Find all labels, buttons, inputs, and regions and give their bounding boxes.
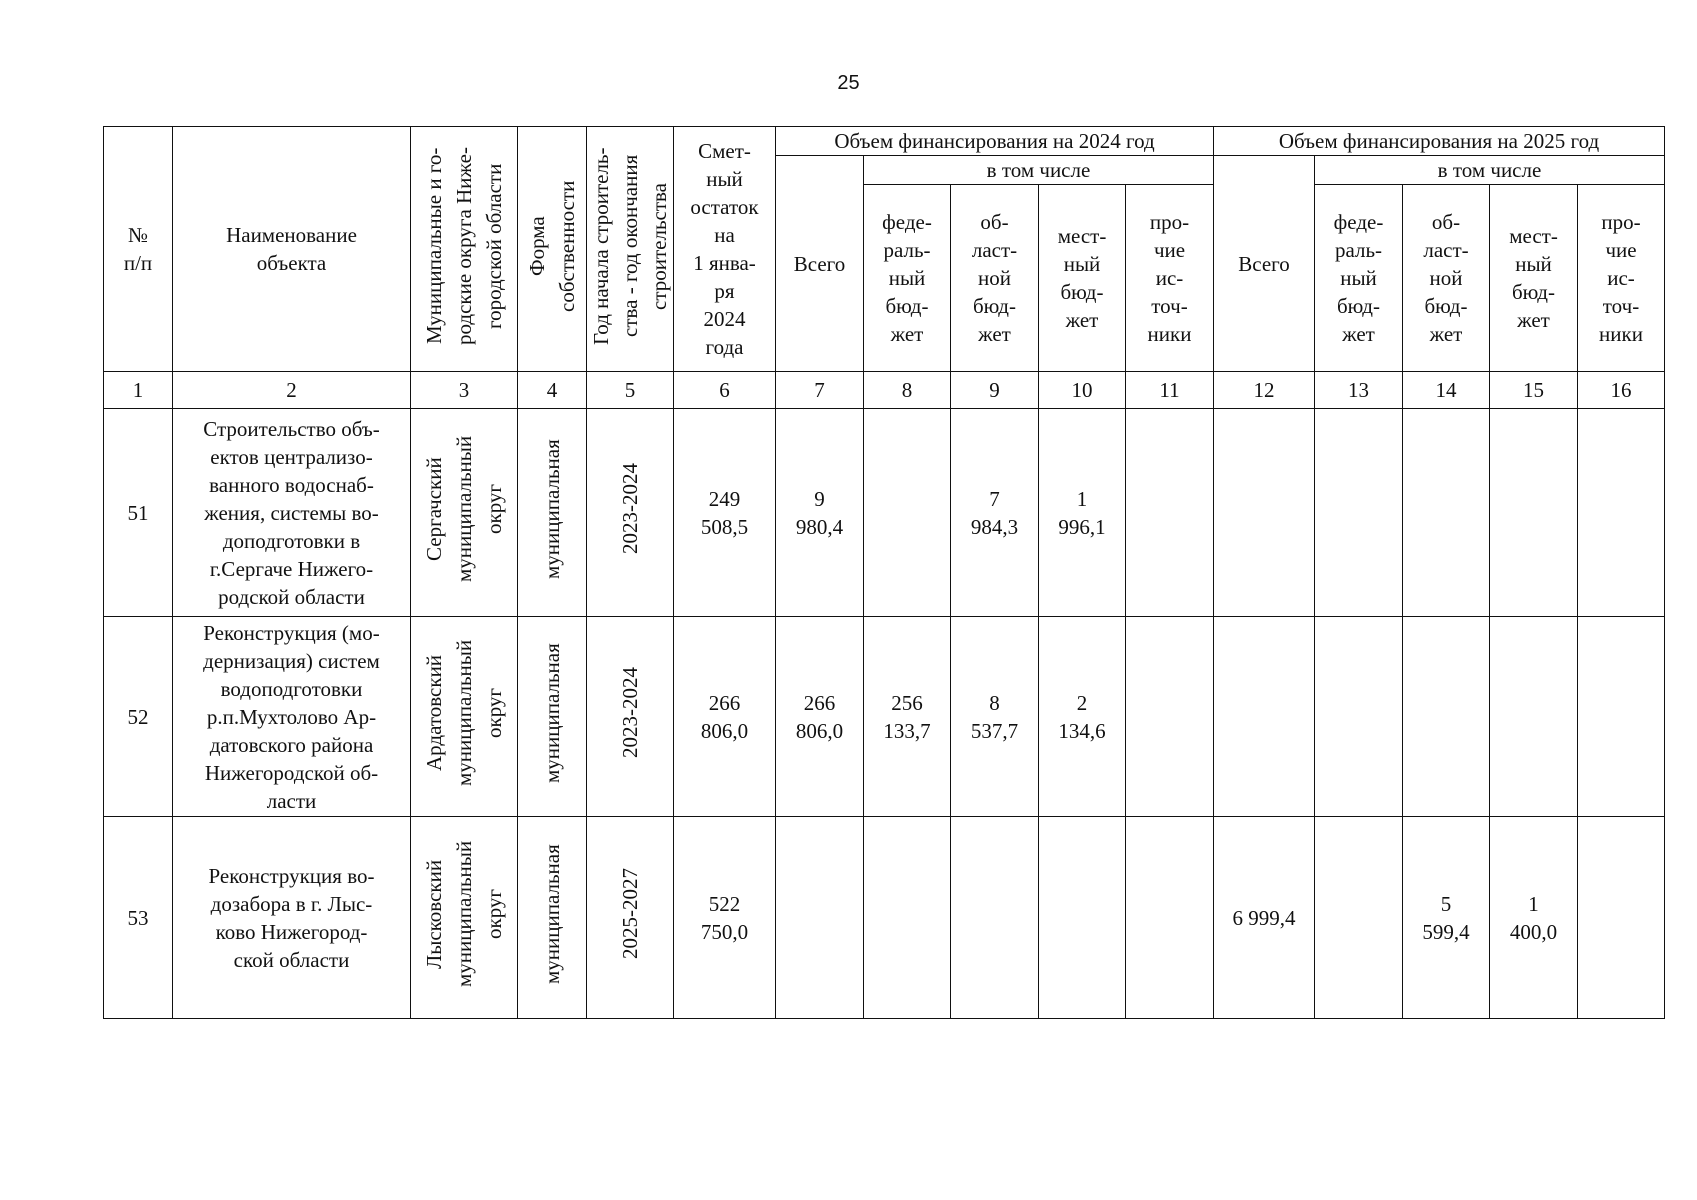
column-number: 13 [1315,372,1403,409]
row-regional-2025 [1403,409,1490,617]
header-total-2025: Всего [1214,156,1315,372]
row-years-text: 2023-2024 [618,463,642,555]
row-name: Реконструкция (мо- дернизация) систем водоподготовки р.п.Мухтолово Ар- датовского района Нижегородской об- ласти [173,617,411,817]
row-local-2024: 2 134,6 [1039,617,1126,817]
header-total-2024: Всего [776,156,864,372]
row-ownership [518,617,587,817]
row-estimate: 266 806,0 [674,617,776,817]
header-municipal-text: Муниципальные и го- родские округа Ниже- городской области [422,146,506,345]
column-number: 15 [1490,372,1578,409]
row-ownership-text: муниципальная [540,643,564,783]
header-years [587,127,674,372]
header-row-top [104,127,1665,156]
row-estimate: 249 508,5 [674,409,776,617]
table-row [104,409,1665,617]
header-regional-2025: об- ласт- ной бюд- жет [1403,185,1490,372]
column-number: 7 [776,372,864,409]
row-other-2025 [1578,409,1665,617]
header-local-2024: мест- ный бюд- жет [1039,185,1126,372]
header-fin-2024: Объем финансирования на 2024 год [776,127,1214,156]
row-num: 51 [104,409,173,617]
row-federal-2024 [864,817,951,1019]
column-number: 3 [411,372,518,409]
column-number: 4 [518,372,587,409]
column-number: 10 [1039,372,1126,409]
row-regional-2024 [951,817,1039,1019]
column-number: 11 [1126,372,1214,409]
row-other-2024 [1126,617,1214,817]
row-local-2025: 1 400,0 [1490,817,1578,1019]
row-local-2025 [1490,617,1578,817]
row-total-2024 [776,817,864,1019]
row-years [587,617,674,817]
row-other-2025 [1578,617,1665,817]
row-estimate: 522 750,0 [674,817,776,1019]
row-name: Строительство объ- ектов централизо- ванного водоснаб- жения, системы во- доподготовки в г.Сергаче Нижего- родской области [173,409,411,617]
row-other-2024 [1126,817,1214,1019]
column-number: 14 [1403,372,1490,409]
header-other-2024: про- чие ис- точ- ники [1126,185,1214,372]
row-municipal [411,817,518,1019]
row-federal-2024 [864,409,951,617]
row-federal-2025 [1315,617,1403,817]
column-number-row [104,372,1665,409]
row-name: Реконструкция во- дозабора в г. Лыс- ково Нижегород- ской области [173,817,411,1019]
header-ownership-text: Форма собственности [525,179,579,312]
row-total-2025 [1214,409,1315,617]
row-local-2025 [1490,409,1578,617]
header-fin-2025: Объем финансирования на 2025 год [1214,127,1665,156]
row-municipal [411,409,518,617]
header-regional-2024: об- ласт- ной бюд- жет [951,185,1039,372]
header-years-text: Год начала строитель- ства - год окончания строительства [589,146,671,345]
row-local-2024: 1 996,1 [1039,409,1126,617]
row-municipal-text: Ардатовский муниципальный округ [422,639,506,787]
column-number: 2 [173,372,411,409]
header-other-2025: про- чие ис- точ- ники [1578,185,1665,372]
row-years [587,409,674,617]
header-including-2024: в том числе [864,156,1214,185]
row-ownership-text: муниципальная [540,439,564,579]
row-ownership-text: муниципальная [540,844,564,984]
row-total-2024: 9 980,4 [776,409,864,617]
row-years-text: 2023-2024 [618,667,642,759]
column-number: 1 [104,372,173,409]
row-other-2025 [1578,817,1665,1019]
column-number: 5 [587,372,674,409]
header-num: № п/п [104,127,173,372]
row-municipal [411,617,518,817]
header-estimate: Смет- ный остаток на 1 янва- ря 2024 года [674,127,776,372]
header-federal-2024: феде- раль- ный бюд- жет [864,185,951,372]
row-total-2025 [1214,617,1315,817]
table-row [104,617,1665,817]
header-ownership [518,127,587,372]
row-regional-2024: 7 984,3 [951,409,1039,617]
column-number: 9 [951,372,1039,409]
column-number: 16 [1578,372,1665,409]
row-num: 53 [104,817,173,1019]
row-years-text: 2025-2027 [618,868,642,960]
header-name: Наименование объекта [173,127,411,372]
row-ownership [518,817,587,1019]
row-municipal-text: Лысковский муниципальный округ [422,840,506,988]
row-federal-2025 [1315,817,1403,1019]
row-other-2024 [1126,409,1214,617]
header-federal-2025: феде- раль- ный бюд- жет [1315,185,1403,372]
row-total-2025: 6 999,4 [1214,817,1315,1019]
row-federal-2024: 256 133,7 [864,617,951,817]
row-municipal-text: Сергачский муниципальный округ [422,435,506,583]
row-regional-2025: 5 599,4 [1403,817,1490,1019]
financing-table [103,126,1665,1019]
column-number: 8 [864,372,951,409]
row-federal-2025 [1315,409,1403,617]
column-number: 12 [1214,372,1315,409]
page-number: 25 [837,72,860,94]
column-number: 6 [674,372,776,409]
row-total-2024: 266 806,0 [776,617,864,817]
row-years [587,817,674,1019]
row-regional-2025 [1403,617,1490,817]
row-ownership [518,409,587,617]
row-num: 52 [104,617,173,817]
header-including-2025: в том числе [1315,156,1665,185]
header-local-2025: мест- ный бюд- жет [1490,185,1578,372]
row-local-2024 [1039,817,1126,1019]
row-regional-2024: 8 537,7 [951,617,1039,817]
table-row [104,817,1665,1019]
header-municipal [411,127,518,372]
